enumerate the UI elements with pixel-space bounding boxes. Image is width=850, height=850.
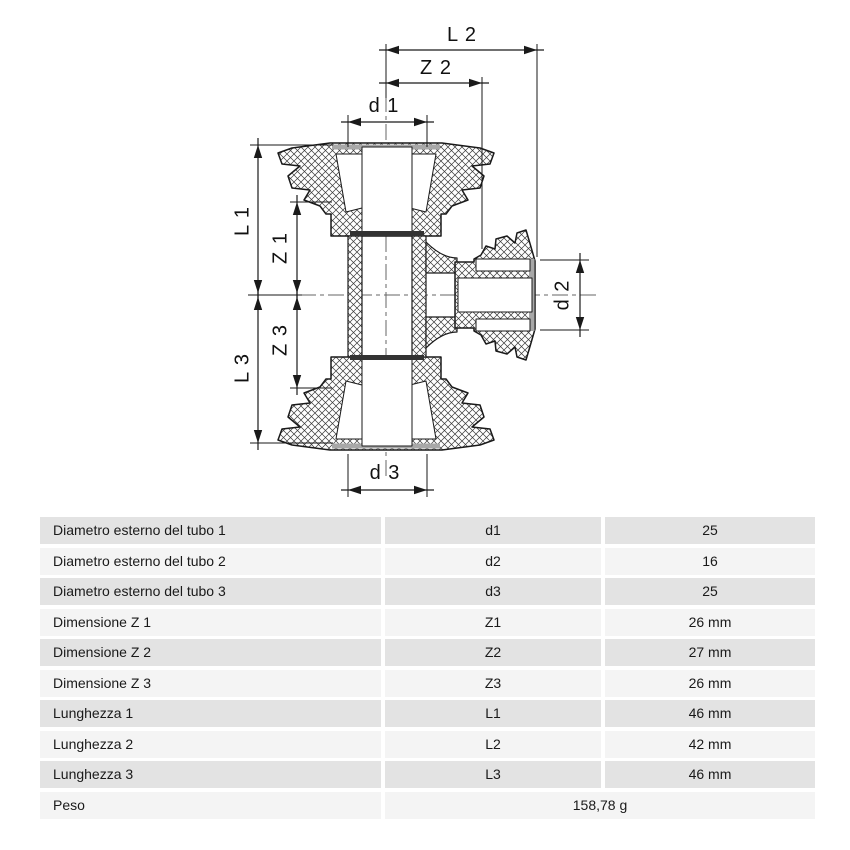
dim-label-z3: Z 3 — [269, 324, 292, 356]
spec-code: d3 — [385, 578, 601, 605]
dim-label-z1: Z 1 — [269, 232, 292, 264]
spec-label: Dimensione Z 2 — [40, 639, 381, 666]
spec-label: Dimensione Z 3 — [40, 670, 381, 697]
table-row — [40, 670, 815, 697]
tube-wall-left — [348, 236, 362, 357]
dim-label-l3: L 3 — [231, 352, 254, 384]
spec-label: Lunghezza 3 — [40, 761, 381, 788]
spec-value: 16 — [605, 548, 815, 575]
spec-code: Z3 — [385, 670, 601, 697]
spec-code: Z1 — [385, 609, 601, 636]
spec-value: 42 mm — [605, 731, 815, 758]
spec-label: Lunghezza 1 — [40, 700, 381, 727]
dim-label-d1: d 1 — [368, 95, 400, 117]
dim-label-l1: L 1 — [231, 205, 254, 237]
dim-label-d3: d 3 — [369, 462, 401, 484]
spec-code: L3 — [385, 761, 601, 788]
spec-label: Diametro esterno del tubo 1 — [40, 517, 381, 544]
table-row — [40, 578, 815, 605]
spec-label: Peso — [40, 792, 381, 819]
spec-code: L2 — [385, 731, 601, 758]
spec-value: 26 mm — [605, 670, 815, 697]
spec-value: 46 mm — [605, 761, 815, 788]
table-row — [40, 700, 815, 727]
spec-value: 27 mm — [605, 639, 815, 666]
spec-value: 46 mm — [605, 700, 815, 727]
spec-code: Z2 — [385, 639, 601, 666]
table-row — [40, 639, 815, 666]
spec-value: 26 mm — [605, 609, 815, 636]
spec-value: 158,78 g — [385, 792, 815, 819]
table-row — [40, 609, 815, 636]
spec-value: 25 — [605, 578, 815, 605]
branch-wall-bottom — [426, 317, 457, 348]
branch-wall-top — [426, 242, 457, 273]
table-row — [40, 761, 815, 788]
table-row — [40, 731, 815, 758]
spec-table — [40, 517, 815, 822]
table-row — [40, 517, 815, 544]
table-row — [40, 548, 815, 575]
spec-code: L1 — [385, 700, 601, 727]
fitting-body — [278, 143, 535, 450]
spec-code: d2 — [385, 548, 601, 575]
dim-label-z2: Z 2 — [420, 57, 452, 79]
table-row-weight — [40, 792, 815, 819]
spec-label: Diametro esterno del tubo 3 — [40, 578, 381, 605]
spec-code: d1 — [385, 517, 601, 544]
dim-label-d2: d 2 — [551, 279, 574, 311]
tube-wall-right — [412, 236, 426, 357]
spec-label: Diametro esterno del tubo 2 — [40, 548, 381, 575]
spec-label: Dimensione Z 1 — [40, 609, 381, 636]
dim-label-l2: L 2 — [446, 24, 478, 46]
spec-value: 25 — [605, 517, 815, 544]
spec-label: Lunghezza 2 — [40, 731, 381, 758]
